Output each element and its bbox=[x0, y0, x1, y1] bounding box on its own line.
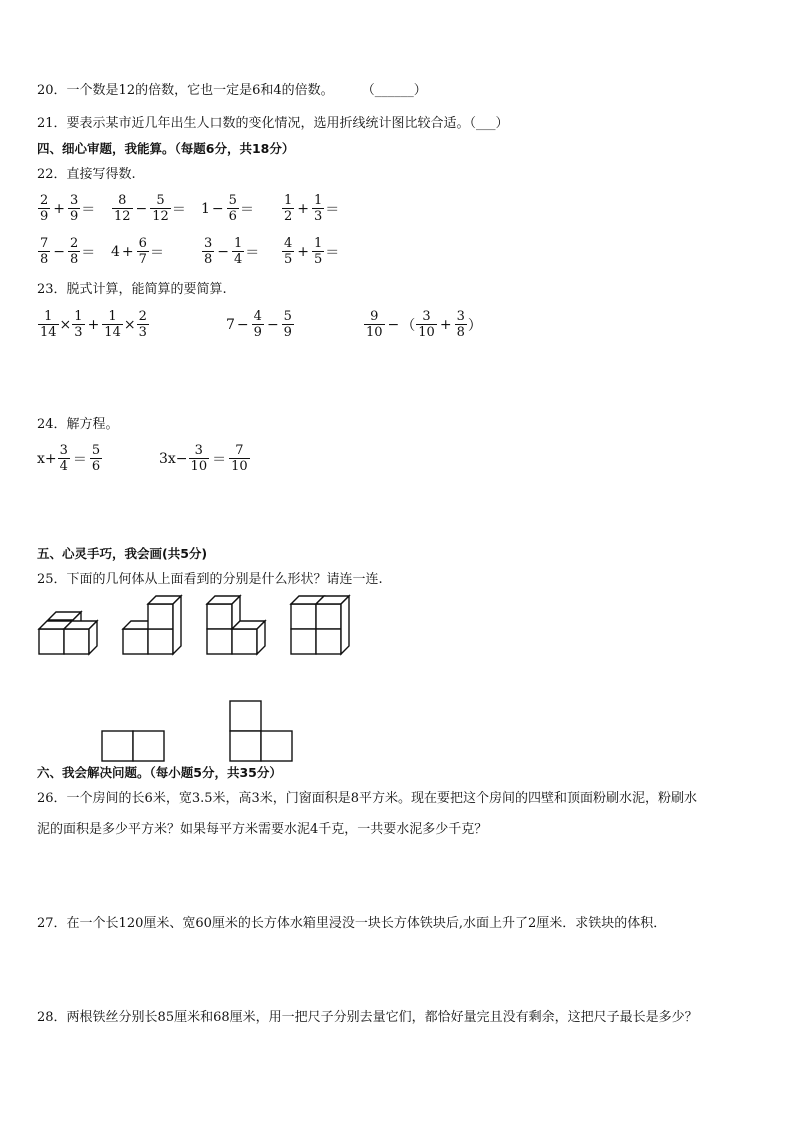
question-26-line-2: 泥的面积是多少平方米？如果每平方米需要水泥4千克，一共要水泥多少千克？ bbox=[37, 822, 488, 837]
q22-expression-1: $\frac{2}{9}$ + $\frac{3}{9}$ ＝ bbox=[40, 193, 96, 224]
q22-expression-7: $\frac{3}{8}$ − $\frac{1}{4}$ ＝ bbox=[204, 236, 260, 267]
question-26-line-1: 26．一个房间的长6米，宽3.5米，高3米，门窗面积是8平方米。现在要把这个房间的四壁和顶面粉刷水泥，粉刷水 bbox=[37, 791, 698, 806]
q24-equation-2: 3x− $\frac{3}{10}$ ＝ $\frac{7}{10}$ bbox=[159, 443, 248, 474]
solid-1 bbox=[39, 612, 97, 654]
section-6-title: 六、我会解决问题。（每小题5分，共35分） bbox=[37, 765, 282, 780]
q24-equation-1: x+ $\frac{3}{4}$ ＝ $\frac{5}{6}$ bbox=[37, 443, 101, 474]
solid-4 bbox=[291, 596, 349, 654]
question-23-text: 23．脱式计算，能简算的要简算. bbox=[37, 282, 227, 297]
q23-expression-1: $\frac{1}{14}$ × $\frac{1}{3}$ + $\frac{1}{14}$ × $\frac{2}{3}$ bbox=[40, 309, 147, 340]
question-22-text: 22．直接写得数. bbox=[37, 167, 136, 182]
q22-expression-8: $\frac{4}{5}$ + $\frac{1}{5}$ ＝ bbox=[284, 236, 340, 267]
question-20-text: 20．一个数是12的倍数，它也一定是6和4的倍数。 bbox=[37, 83, 334, 98]
q23-expression-3: $\frac{9}{10}$ − （ $\frac{3}{10}$ + $\frac{3}{8}$ ） bbox=[366, 309, 482, 340]
top-view-1 bbox=[102, 731, 164, 761]
question-25-text: 25．下面的几何体从上面看到的分别是什么形状？请连一连. bbox=[37, 572, 383, 587]
q22-expression-6: 4 + $\frac{6}{7}$ ＝ bbox=[111, 236, 164, 267]
q22-expression-3: 1 − $\frac{5}{6}$ ＝ bbox=[201, 193, 254, 224]
section-5-title: 五、心灵手巧，我会画(共5分) bbox=[37, 546, 208, 561]
solid-2 bbox=[123, 596, 181, 654]
section-4-title: 四、细心审题，我能算。（每题6分，共18分） bbox=[37, 141, 295, 156]
question-21: 21．要表示某市近几年出生人口数的变化情况，选用折线统计图比较合适。（___） bbox=[37, 116, 509, 131]
question-27: 27．在一个长120厘米、宽60厘米的长方体水箱里浸没一块长方体铁块后,水面上升了2厘米．求铁块的体积． bbox=[37, 916, 667, 931]
q22-expression-5: $\frac{7}{8}$ − $\frac{2}{8}$ ＝ bbox=[40, 236, 96, 267]
q23-expression-2: 7 − $\frac{4}{9}$ − $\frac{5}{9}$ bbox=[226, 309, 292, 340]
question-28: 28．两根铁丝分别长85厘米和68厘米，用一把尺子分别去量它们，都恰好量完且没有剩余，这把尺子最长是多少？ bbox=[37, 1010, 698, 1025]
answer-blank[interactable]: （______） bbox=[361, 83, 427, 98]
top-view-2 bbox=[230, 701, 292, 761]
q22-expression-2: $\frac{8}{12}$ − $\frac{5}{12}$ ＝ bbox=[114, 193, 186, 224]
q22-expression-4: $\frac{1}{2}$ + $\frac{1}{3}$ ＝ bbox=[284, 193, 340, 224]
question-24-text: 24．解方程。 bbox=[37, 417, 119, 432]
solid-3 bbox=[207, 596, 265, 654]
